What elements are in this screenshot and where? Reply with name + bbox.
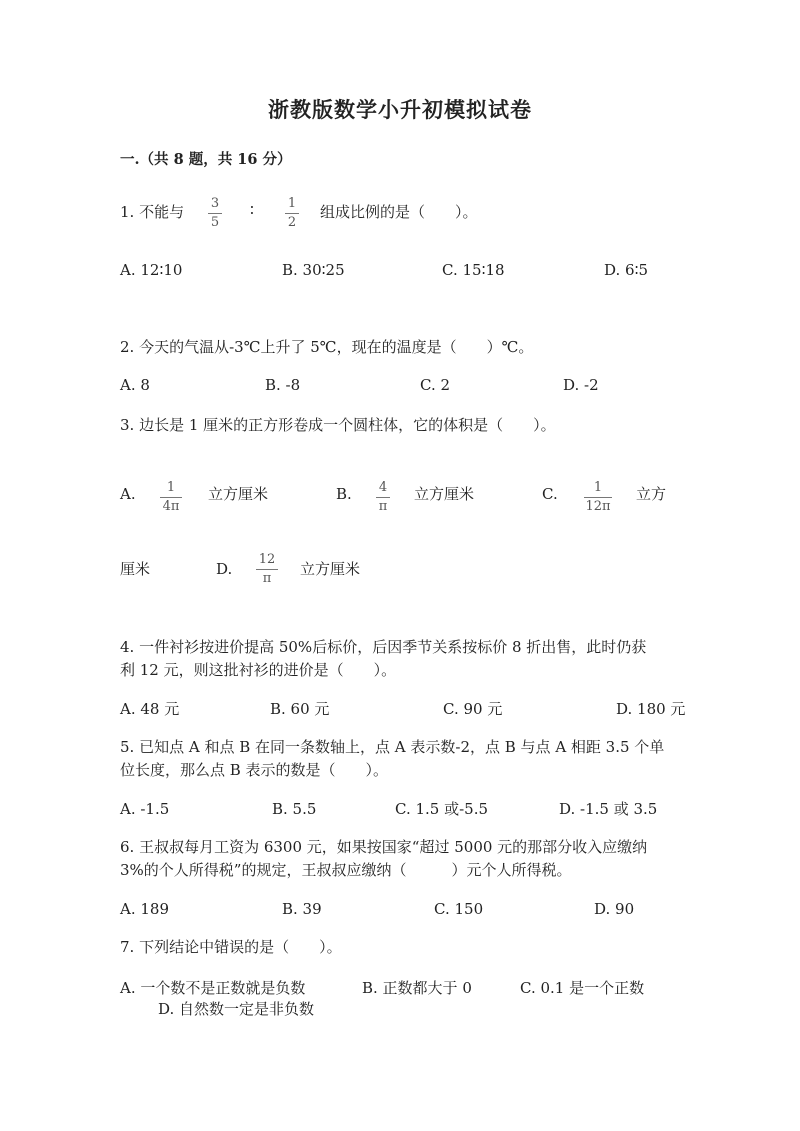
option-c[interactable]: C. 150: [434, 900, 484, 918]
option-a-unit: 立方厘米: [208, 485, 269, 503]
option-b-unit: 立方厘米: [414, 485, 475, 503]
option-c[interactable]: C. 1.5 或-5.5: [395, 800, 489, 818]
option-c[interactable]: C. 90 元: [443, 700, 503, 718]
option-b[interactable]: B. -8: [265, 376, 301, 394]
option-a-label[interactable]: A.: [120, 485, 136, 503]
option-b[interactable]: B. 30∶25: [282, 261, 345, 279]
ratio-colon: ∶: [250, 201, 254, 219]
question-4-line-1: 4. 一件衬衫按进价提高 50%后标价，后因季节关系按标价 8 折出售，此时仍获: [120, 638, 647, 656]
fraction-denominator: 5: [210, 215, 220, 230]
option-c-unit-part1: 立方: [636, 485, 667, 503]
option-c-label[interactable]: C.: [542, 485, 558, 503]
option-a-fraction: [160, 480, 182, 515]
fraction-bar: [285, 213, 299, 214]
fraction-numerator: 3: [210, 196, 220, 211]
fraction-numerator: 4: [378, 480, 388, 495]
option-d-unit: 立方厘米: [300, 560, 361, 578]
option-d[interactable]: D. 90: [594, 900, 635, 918]
option-d[interactable]: D. 180 元: [616, 700, 686, 718]
option-a[interactable]: A. 8: [120, 376, 150, 394]
option-a[interactable]: A. -1.5: [120, 800, 170, 818]
fraction-numerator: 1: [287, 196, 297, 211]
option-b[interactable]: B. 5.5: [272, 800, 317, 818]
fraction-bar: [584, 497, 612, 498]
fraction-numerator: 1: [166, 480, 176, 495]
option-a[interactable]: A. 一个数不是正数就是负数: [120, 979, 306, 997]
option-b-fraction: [376, 480, 390, 515]
option-a[interactable]: A. 48 元: [120, 700, 180, 718]
question-3-text: 3. 边长是 1 厘米的正方形卷成一个圆柱体，它的体积是（ ）。: [120, 416, 556, 434]
option-a[interactable]: A. 12∶10: [120, 261, 183, 279]
option-d[interactable]: D. 6∶5: [604, 261, 649, 279]
fraction-denominator: 12π: [585, 499, 611, 514]
fraction-bar: [376, 497, 390, 498]
question-7-text: 7. 下列结论中错误的是（ ）。: [120, 938, 342, 956]
option-b[interactable]: B. 39: [282, 900, 322, 918]
fraction-bar: [208, 213, 222, 214]
question-5-line-1: 5. 已知点 A 和点 B 在同一条数轴上，点 A 表示数-2，点 B 与点 A 相距 3.5 个单: [120, 738, 665, 756]
option-c[interactable]: C. 15∶18: [442, 261, 505, 279]
question-4-line-2: 利 12 元，则这批衬衫的进价是（ ）。: [120, 661, 397, 679]
option-c[interactable]: C. 0.1 是一个正数: [520, 979, 645, 997]
page-title: 浙教版数学小升初模拟试卷: [268, 97, 532, 122]
option-b-label[interactable]: B.: [336, 485, 352, 503]
option-d-label[interactable]: D.: [216, 560, 233, 578]
question-1-suffix: 组成比例的是（ ）。: [320, 203, 478, 221]
question-6-line-1: 6. 王叔叔每月工资为 6300 元，如果按国家“超过 5000 元的那部分收入应缴纳: [120, 838, 648, 856]
option-d[interactable]: D. -2: [563, 376, 599, 394]
fraction-3-5: [208, 196, 222, 231]
section-heading: 一.（共 8 题，共 16 分）: [120, 151, 292, 168]
question-1-prefix: 1. 不能与: [120, 203, 185, 221]
fraction-bar: [160, 497, 182, 498]
option-c[interactable]: C. 2: [420, 376, 451, 394]
option-d[interactable]: D. 自然数一定是非负数: [158, 1000, 315, 1018]
fraction-numerator: 1: [593, 480, 603, 495]
option-c-fraction: [584, 480, 612, 515]
question-5-line-2: 位长度，那么点 B 表示的数是（ ）。: [120, 761, 389, 779]
option-a[interactable]: A. 189: [120, 900, 169, 918]
fraction-1-2: [285, 196, 299, 231]
option-b[interactable]: B. 60 元: [270, 700, 330, 718]
option-d-fraction: [256, 552, 278, 587]
fraction-numerator: 12: [258, 552, 276, 567]
fraction-bar: [256, 569, 278, 570]
question-2-text: 2. 今天的气温从-3℃上升了 5℃，现在的温度是（ ）℃。: [120, 338, 534, 356]
fraction-denominator: 2: [287, 215, 297, 230]
question-6-line-2: 3%的个人所得税”的规定，王叔叔应缴纳（ ）元个人所得税。: [120, 861, 572, 879]
fraction-denominator: 4π: [162, 499, 180, 514]
fraction-denominator: π: [378, 499, 388, 514]
fraction-denominator: π: [262, 571, 272, 586]
option-c-unit-part2: 厘米: [120, 560, 151, 578]
option-d[interactable]: D. -1.5 或 3.5: [559, 800, 658, 818]
option-b[interactable]: B. 正数都大于 0: [362, 979, 472, 997]
